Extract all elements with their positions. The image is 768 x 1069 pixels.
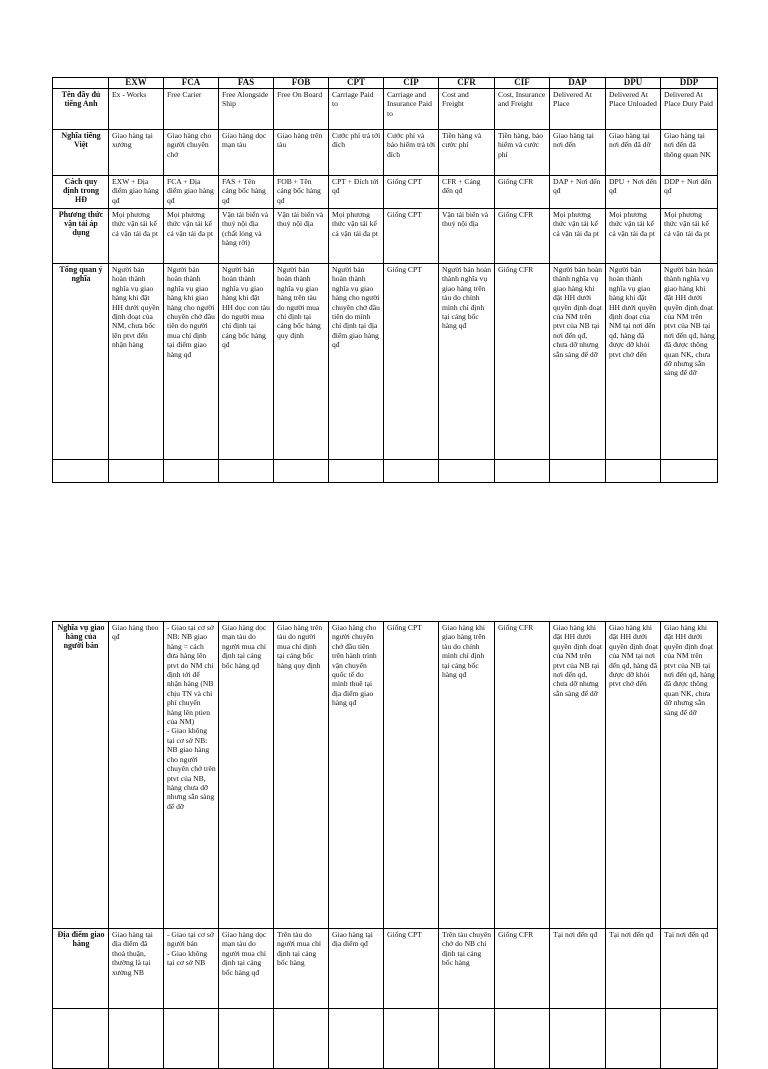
table-cell: Giống CFR (495, 622, 550, 929)
table-row (53, 176, 718, 209)
table-cell: Cước phí và bảo hiểm trả tới đích (384, 130, 439, 176)
table-cell: Giao hàng tại địa điểm qđ (329, 929, 384, 1009)
table-cell (550, 460, 606, 483)
incoterms-table-2 (52, 621, 718, 1069)
table-row (53, 264, 718, 460)
table-cell: Delivered At Place Unloaded (606, 89, 661, 130)
col-header-fob: FOB (274, 78, 329, 89)
table-cell: Free Carier (164, 89, 219, 130)
table-cell: Mọi phương thức vận tải kể cả vận tải đa pt (661, 209, 718, 264)
corner-cell (53, 78, 109, 89)
table-cell (109, 1009, 164, 1069)
table-cell: Người bán hoàn thành nghĩa vụ giao hàng khi đặt HH dưới quyền định đoạt của NM tại nơi đến qđ, hàng đã được dỡ khỏi ptvt chở đến (606, 264, 661, 460)
row-header: Địa điểm giao hàng (53, 929, 109, 1009)
table-cell: Giao hàng dọc mạn tàu (219, 130, 274, 176)
table-cell: CPT + Đích tới qđ (329, 176, 384, 209)
table-cell (606, 1009, 661, 1069)
table-cell: Trên tàu chuyên chở do NB chỉ định tại cảng bốc hàng (439, 929, 495, 1009)
table-cell: Giao hàng trên tàu do người mua chỉ định tại cảng bốc hàng quy định (274, 622, 329, 929)
header-row (53, 78, 718, 89)
table-cell: Vận tải biển và thuỷ nội địa (chất lỏng và hàng rời) (219, 209, 274, 264)
table-cell: Tại nơi đến qđ (661, 929, 718, 1009)
table-cell (274, 460, 329, 483)
table-cell (329, 1009, 384, 1069)
row-header: Nghĩa tiếng Việt (53, 130, 109, 176)
table-cell: Giao hàng tại nơi đến đã dỡ (606, 130, 661, 176)
table-cell (274, 1009, 329, 1069)
table-row (53, 209, 718, 264)
table-cell: Giống CFR (495, 209, 550, 264)
table-cell: Giống CPT (384, 209, 439, 264)
table-cell: Tiền hàng, bảo hiểm và cước phí (495, 130, 550, 176)
table-cell: DPU + Nơi đến qđ (606, 176, 661, 209)
table-row (53, 622, 718, 929)
table-cell: Mọi phương thức vận tải kể cả vận tải đa pt (550, 209, 606, 264)
table-cell: Giao hàng khi đặt HH dưới quyền định đoạt của NM tại nơi đến qđ, hàng đã được dỡ khỏi ptvt chở đến (606, 622, 661, 929)
table-cell: Tại nơi đến qđ (606, 929, 661, 1009)
table-cell: Giao hàng tại nơi đến (550, 130, 606, 176)
table-cell: - Giao tại cơ sở NB: NB giao hàng = cách đưa hàng lên ptvt do NM chỉ định tới để nhận hàng (NB chịu TN và chi phí chuyển hàng lên ptien của NM) - Giao không tại cơ sở NB: NB giao hàng cho người chuyên chở trên ptvt của NB, hàng chưa dỡ nhưng sẵn sàng để dỡ (164, 622, 219, 929)
table-row (53, 130, 718, 176)
col-header-cip: CIP (384, 78, 439, 89)
table-cell: DAP + Nơi đến qđ (550, 176, 606, 209)
col-header-fas: FAS (219, 78, 274, 89)
table-cell: Cước phí trả tới đích (329, 130, 384, 176)
table-cell: Tiền hàng và cước phí (439, 130, 495, 176)
table-cell: Giống CPT (384, 176, 439, 209)
table-cell (384, 460, 439, 483)
table-cell: Giao hàng theo qđ (109, 622, 164, 929)
table-cell: Người bán hoàn thành nghĩa vụ giao hàng khi đặt HH dọc con tàu do người mua chỉ định tại cảng bốc hàng qđ (219, 264, 274, 460)
table-cell: EXW + Địa điểm giao hàng qđ (109, 176, 164, 209)
table-cell: CFR + Cảng đến qđ (439, 176, 495, 209)
table-cell: Giống CFR (495, 176, 550, 209)
table-cell (329, 460, 384, 483)
table-cell: Giao hàng khi đặt HH dưới quyền định đoạt của NM trên ptvt của NB tại nơi đến qđ, chưa dỡ nhưng sẵn sàng để dỡ (550, 622, 606, 929)
table-cell (219, 1009, 274, 1069)
table-cell: Giao hàng khi đặt HH dưới quyền định đoạt của NM trên ptvt của NB tại nơi đến qđ, hàng đã được thông quan NK, chưa dỡ nhưng sẵn sàng để dỡ (661, 622, 718, 929)
table-cell (661, 460, 718, 483)
table-cell: Giống CFR (495, 264, 550, 460)
row-header: Phương thức vận tải áp dụng (53, 209, 109, 264)
table-cell: Delivered At Place Duty Paid (661, 89, 718, 130)
row-header: Nghĩa vụ giao hàng của người bán (53, 622, 109, 929)
table-row (53, 929, 718, 1009)
table-cell: Vận tải biển và thuỷ nội địa (274, 209, 329, 264)
table-cell: Cost, Insurance and Freight (495, 89, 550, 130)
col-header-ddp: DDP (661, 78, 718, 89)
table-cell: Người bán hoàn thành nghĩa vụ giao hàng cho người chuyên chở đầu tiên do mình chỉ định tại địa điểm giao hàng qđ (329, 264, 384, 460)
table-cell: Cost and Freight (439, 89, 495, 130)
table-cell: Giao hàng tại nơi đến đã thông quan NK (661, 130, 718, 176)
table-cell: Vận tải biển và thuỷ nội địa (439, 209, 495, 264)
col-header-fca: FCA (164, 78, 219, 89)
table-cell: Giao hàng dọc mạn tàu do người mua chỉ định tại cảng bốc hàng qđ (219, 929, 274, 1009)
table-cell: Người bán hoàn thành nghĩa vụ giao hàng khi đặt HH dưới quyền định đoạt của NM, chưa bốc lên ptvt đến nhận hàng (109, 264, 164, 460)
table-cell (439, 1009, 495, 1069)
row-header: Cách quy định trong HĐ (53, 176, 109, 209)
table-cell: Mọi phương thức vận tải kể cả vận tải đa pt (606, 209, 661, 264)
table-cell: Mọi phương thức vận tải kể cả vận tải đa pt (164, 209, 219, 264)
table-cell: Giống CPT (384, 929, 439, 1009)
table-cell: Người bán hoàn thành nghĩa vụ giao hàng khi đặt HH dưới quyền định đoạt của NM trên ptvt của NB tại nơi đến qđ, hàng đã được thông quan NK, chưa dỡ nhưng sẵn sàng để dỡ (661, 264, 718, 460)
table-cell (164, 1009, 219, 1069)
row-header: Tổng quan ý nghĩa (53, 264, 109, 460)
table-cell (606, 460, 661, 483)
table-cell: Mọi phương thức vận tải kể cả vận tải đa pt (329, 209, 384, 264)
table-cell: Giao hàng dọc mạn tàu do người mua chỉ định tại cảng bốc hàng qđ (219, 622, 274, 929)
table-cell: Trên tàu do người mua chỉ định tại cảng bốc hàng (274, 929, 329, 1009)
table-cell (495, 1009, 550, 1069)
table-cell: Free On Board (274, 89, 329, 130)
table-cell: Giao hàng tại địa điểm đã thoả thuận, thường là tại xưởng NB (109, 929, 164, 1009)
table-cell: Mọi phương thức vận tải kể cả vận tải đa pt (109, 209, 164, 264)
row-header: Tên đầy đủ tiếng Anh (53, 89, 109, 130)
table-cell: Người bán hoàn thành nghĩa vụ giao hàng trên tàu do người mua chỉ định tại cảng bốc hàng quy định (274, 264, 329, 460)
table-cell: Giao hàng trên tàu (274, 130, 329, 176)
table-cell: Carriage and Insurance Paid to (384, 89, 439, 130)
table-cell: Ex - Works (109, 89, 164, 130)
row-header (53, 1009, 109, 1069)
col-header-cpt: CPT (329, 78, 384, 89)
table-cell (109, 460, 164, 483)
table-cell: Giống CPT (384, 622, 439, 929)
table-cell: - Giao tại cơ sở người bán - Giao không tại cơ sở NB (164, 929, 219, 1009)
incoterms-table-1 (52, 77, 718, 483)
table-cell (384, 1009, 439, 1069)
table-cell (661, 1009, 718, 1069)
table-cell: Giống CPT (384, 264, 439, 460)
col-header-dap: DAP (550, 78, 606, 89)
col-header-cif: CIF (495, 78, 550, 89)
table-row (53, 89, 718, 130)
table-cell: Người bán hoàn thành nghĩa vụ giao hàng khi giao hàng cho người chuyên chở đầu tiên do người mua chỉ định tại điểm giao hàng qđ (164, 264, 219, 460)
table-cell: FCA + Địa điểm giao hàng qđ (164, 176, 219, 209)
table-cell: Giao hàng cho người chuyên chở (164, 130, 219, 176)
table-cell (164, 460, 219, 483)
table-cell: Giao hàng cho người chuyên chở đầu tiên trên hành trình vận chuyển quốc tế do mình thuê tại địa điểm giao hàng qđ (329, 622, 384, 929)
table-cell: Giao hàng tại xưởng (109, 130, 164, 176)
col-header-cfr: CFR (439, 78, 495, 89)
col-header-dpu: DPU (606, 78, 661, 89)
table-row (53, 1009, 718, 1069)
table-cell: FAS + Tên cảng bốc hàng qđ (219, 176, 274, 209)
table-cell: Tại nơi đến qđ (550, 929, 606, 1009)
table-cell: Giao hàng khi giao hàng trên tàu do chính mình chỉ định tại cảng bốc hàng qđ (439, 622, 495, 929)
table-cell: Người bán hoàn thành nghĩa vụ giao hàng trên tàu do chính mình chỉ định tại cảng bốc hàng qđ (439, 264, 495, 460)
table-cell (550, 1009, 606, 1069)
table-cell (495, 460, 550, 483)
table-cell: Delivered At Place (550, 89, 606, 130)
table-row (53, 460, 718, 483)
table-cell: DDP + Nơi đến qđ (661, 176, 718, 209)
table-cell (219, 460, 274, 483)
table-cell (439, 460, 495, 483)
table-cell: Free Alongside Ship (219, 89, 274, 130)
table-cell: FOB + Tên cảng bốc hàng qđ (274, 176, 329, 209)
table-cell: Carriage Paid to (329, 89, 384, 130)
table-cell: Người bán hoàn thành nghĩa vụ giao hàng khi đặt HH dưới quyền định đoạt của NM trên ptvt của NB tại nơi đến qđ, chưa dỡ nhưng sẵn sàng để dỡ (550, 264, 606, 460)
row-header (53, 460, 109, 483)
col-header-exw: EXW (109, 78, 164, 89)
table-cell: Giống CFR (495, 929, 550, 1009)
